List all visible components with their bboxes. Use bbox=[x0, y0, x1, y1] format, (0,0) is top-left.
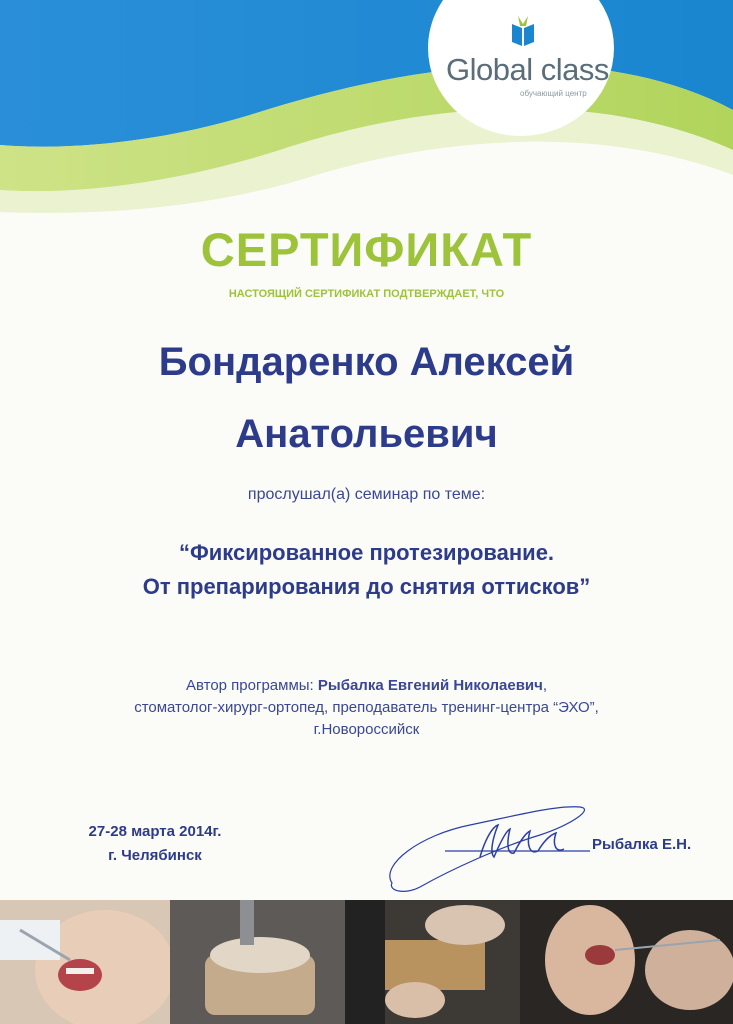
recipient-name-line1: Бондаренко Алексей bbox=[158, 340, 575, 384]
recipient-name-line2: Анатольевич bbox=[235, 412, 498, 456]
dental-model-photo bbox=[170, 900, 345, 1024]
logo-name: Global class bbox=[446, 52, 609, 87]
signer-name: Рыбалка Е.Н. bbox=[592, 836, 692, 853]
certificate-subtitle: НАСТОЯЩИЙ СЕРТИФИКАТ ПОДТВЕРЖДАЕТ, ЧТО bbox=[228, 288, 505, 300]
signature bbox=[380, 795, 595, 895]
author-role: стоматолог-хирург-ортопед, преподаватель тренинг-центра “ЭХО”, bbox=[134, 699, 599, 716]
logo-tagline: обучающий центр bbox=[520, 89, 587, 98]
seminar-date: 27-28 марта 2014г. bbox=[88, 823, 222, 840]
book-icon bbox=[509, 14, 537, 48]
author-comma: , bbox=[542, 677, 548, 694]
seminar-place: г. Челябинск bbox=[108, 847, 202, 864]
author-city: г.Новороссийск bbox=[313, 721, 420, 738]
author-name: Рыбалка Евгений Николаевич bbox=[317, 677, 543, 694]
certificate-title: СЕРТИФИКАТ bbox=[200, 223, 533, 276]
author-label: Автор программы: bbox=[185, 677, 318, 694]
photo-strip bbox=[0, 900, 733, 1024]
seminar-topic-line2: От препарирования до снятия оттисков” bbox=[142, 574, 591, 599]
header-band bbox=[0, 0, 733, 215]
dental-lab-work-photo bbox=[345, 900, 520, 1024]
listened-text: прослушал(а) семинар по теме: bbox=[247, 486, 486, 503]
program-author bbox=[0, 677, 733, 694]
dental-treatment-photo bbox=[520, 900, 733, 1024]
dental-patient-photo bbox=[0, 900, 170, 1024]
seminar-topic-line1: “Фиксированное протезирование. bbox=[178, 540, 555, 565]
